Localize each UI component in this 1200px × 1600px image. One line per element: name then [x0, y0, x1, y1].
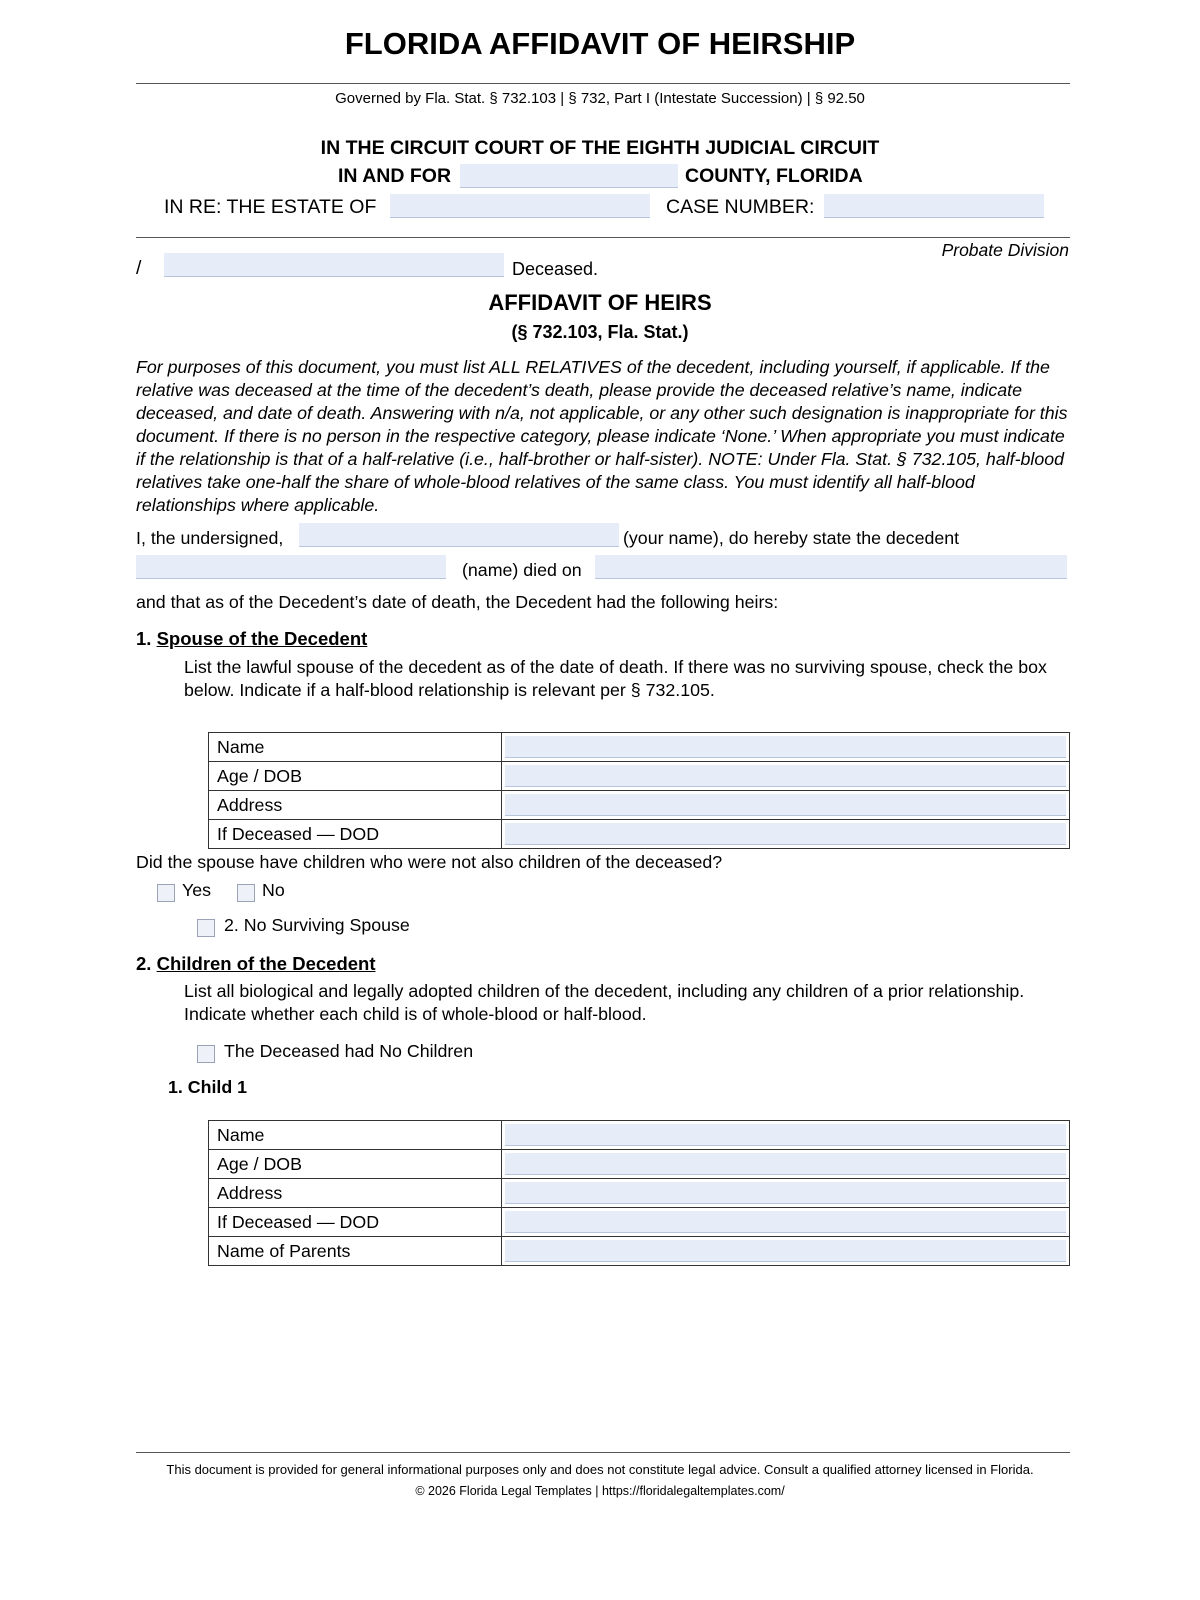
in-and-for-label: IN AND FOR [338, 165, 452, 187]
court-name: IN THE CIRCUIT COURT OF THE EIGHTH JUDICIAL CIRCUIT [320, 137, 880, 159]
spouse-name-field[interactable] [505, 736, 1066, 758]
yes-checkbox[interactable] [157, 884, 175, 902]
governing-statutes: Governed by Fla. Stat. § 732.103 | § 732, Part I (Intestate Succession) | § 92.50 [335, 90, 865, 107]
caption-divider [136, 237, 1070, 238]
table-row [209, 762, 1070, 791]
child1-dob-field[interactable] [505, 1153, 1066, 1175]
table-row [209, 1179, 1070, 1208]
no-children-checkbox[interactable] [197, 1045, 215, 1063]
case-number-label: CASE NUMBER: [666, 196, 815, 218]
no-children-label: The Deceased had No Children [224, 1041, 474, 1061]
child1-dod-field[interactable] [505, 1211, 1066, 1233]
document-title: FLORIDA AFFIDAVIT OF HEIRSHIP [344, 26, 856, 61]
section1-number: 1. [136, 628, 152, 649]
footer-disclaimer: This document is provided for general informational purposes only and does not constitute legal advice. Consult a qualified attorney licensed in Florida. [166, 1462, 1034, 1477]
child1-parents-cell[interactable] [502, 1237, 1070, 1266]
table-row [209, 820, 1070, 849]
child1-dod-cell[interactable] [502, 1208, 1070, 1237]
spouse-dob-field[interactable] [505, 765, 1066, 787]
section2-title: Children of the Decedent [156, 953, 376, 974]
row-label: Address [209, 791, 502, 820]
date-of-death-field[interactable] [595, 555, 1067, 579]
affidavit-statute: (§ 732.103, Fla. Stat.) [511, 322, 689, 342]
case-number-field[interactable] [824, 194, 1044, 218]
child1-address-cell[interactable] [502, 1179, 1070, 1208]
table-row [209, 733, 1070, 762]
spouse-dod-field[interactable] [505, 823, 1066, 845]
slash-label: / [136, 257, 142, 279]
no-label: No [262, 880, 285, 900]
no-surviving-spouse-label: 2. No Surviving Spouse [224, 915, 410, 935]
row-label: Name [209, 733, 502, 762]
estate-name-field[interactable] [390, 194, 650, 218]
estate-of-label: IN RE: THE ESTATE OF [164, 196, 377, 218]
section2-heading [136, 953, 376, 975]
section2-description: List all biological and legally adopted children of the decedent, including any children of a prior relationship. Indicate whether each child is of whole-blood or half-blood. [184, 981, 1025, 1024]
heirs-intro-line: and that as of the Decedent’s date of death, the Decedent had the following heirs: [136, 592, 779, 612]
spouse-address-field[interactable] [505, 794, 1066, 816]
spouse-dod-cell[interactable] [502, 820, 1070, 849]
row-label: Name of Parents [209, 1237, 502, 1266]
row-label: Name [209, 1121, 502, 1150]
row-label: Age / DOB [209, 1150, 502, 1179]
title-divider [136, 83, 1070, 84]
spouse-dob-cell[interactable] [502, 762, 1070, 791]
county-florida-label: COUNTY, FLORIDA [685, 165, 863, 187]
child1-name-cell[interactable] [502, 1121, 1070, 1150]
child1-address-field[interactable] [505, 1182, 1066, 1204]
your-name-label: (your name), do hereby state the decedent [623, 528, 960, 548]
child1-heading: 1. Child 1 [168, 1077, 248, 1097]
deceased-name-field[interactable] [164, 253, 504, 277]
child1-dob-cell[interactable] [502, 1150, 1070, 1179]
section1-title: Spouse of the Decedent [156, 628, 368, 649]
row-label: Age / DOB [209, 762, 502, 791]
section1-description: List the lawful spouse of the decedent as of the date of death. If there was no surviving spouse, check the box below. Indicate if a half-blood relationship is relevant per § 732.105. [184, 657, 1047, 700]
table-row [209, 1121, 1070, 1150]
instructions-paragraph: For purposes of this document, you must list ALL RELATIVES of the decedent, including yourself, if applicable. If the relative was deceased at the time of the decedent’s death, please provide the deceased relative’s name, indicate deceased, and date of death. Answering with n/a, not applicable, or any other such designation is inappropriate for this document. If there is no person in the respective category, please indicate ‘None.’ When appropriate you must indicate if the relationship is that of a half-relative (i.e., half-brother or half-sister). NOTE: Under Fla. Stat. § 732.105, half-blood relatives take one-half the share of whole-blood relatives of the same class. You must identify all half-blood relationships where applicable. [136, 357, 1068, 515]
county-field[interactable] [460, 164, 678, 188]
undersigned-label: I, the undersigned, [136, 528, 284, 548]
footer-divider [136, 1452, 1070, 1453]
decedent-name-field[interactable] [136, 555, 446, 579]
spouse-address-cell[interactable] [502, 791, 1070, 820]
no-checkbox[interactable] [237, 884, 255, 902]
name-died-on-label: (name) died on [462, 560, 582, 580]
table-row [209, 1208, 1070, 1237]
table-row [209, 1237, 1070, 1266]
table-row [209, 1150, 1070, 1179]
child1-name-field[interactable] [505, 1124, 1066, 1146]
row-label: If Deceased — DOD [209, 820, 502, 849]
section2-number: 2. [136, 953, 152, 974]
table-row [209, 791, 1070, 820]
deceased-label: Deceased. [512, 259, 599, 279]
footer-copyright: © 2026 Florida Legal Templates | https://floridalegaltemplates.com/ [415, 1484, 785, 1498]
child1-parents-field[interactable] [505, 1240, 1066, 1262]
section1-heading [136, 628, 367, 650]
probate-division-label: Probate Division [941, 240, 1069, 260]
spouse-name-cell[interactable] [502, 733, 1070, 762]
child1-table [208, 1120, 1070, 1266]
spouse-table [208, 732, 1070, 849]
row-label: If Deceased — DOD [209, 1208, 502, 1237]
spouse-children-question: Did the spouse have children who were not also children of the deceased? [136, 852, 723, 872]
affiant-name-field[interactable] [299, 523, 619, 547]
yes-label: Yes [182, 880, 212, 900]
no-surviving-spouse-checkbox[interactable] [197, 919, 215, 937]
row-label: Address [209, 1179, 502, 1208]
affidavit-heading: AFFIDAVIT OF HEIRS [488, 290, 712, 315]
